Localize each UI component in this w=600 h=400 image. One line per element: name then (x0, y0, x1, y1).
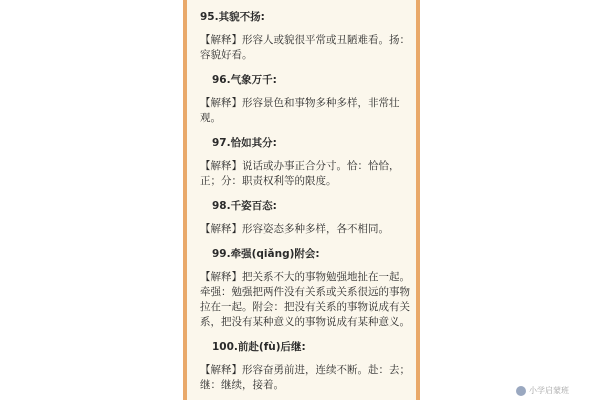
idiom-heading: 99.牵强(qiǎng)附会: (212, 248, 320, 260)
explain-text: 形容人或貌很平常或丑陋难看。扬：容貌好看。 (200, 34, 410, 61)
idiom-explanation (200, 363, 410, 393)
idiom-list (200, 10, 410, 400)
idiom-entry-99 (200, 247, 410, 330)
explain-tag: 【解释】 (200, 364, 242, 376)
left-border (183, 0, 187, 400)
idiom-heading: 100.前赴(fù)后继: (212, 341, 306, 353)
explain-text: 把关系不大的事物勉强地扯在一起。牵强：勉强把两件没有关系或关系很远的事物拉在一起。附会：把没有关系的事物说成有关系，把没有某种意义的事物说成有某种意义。 (200, 271, 410, 328)
idiom-heading: 98.千姿百态: (212, 200, 277, 212)
explain-text: 形容景色和事物多种多样，非常壮观。 (200, 97, 400, 124)
idiom-entry-100 (200, 340, 410, 393)
idiom-heading: 95.其貌不扬: (200, 11, 265, 23)
idiom-entry-96 (200, 73, 410, 126)
idiom-entry-95 (200, 10, 410, 63)
explain-tag: 【解释】 (200, 97, 242, 109)
idiom-heading: 96.气象万千: (212, 74, 277, 86)
explain-tag: 【解释】 (200, 271, 242, 283)
account-icon (516, 386, 526, 396)
idiom-explanation (200, 270, 410, 330)
watermark-text: 小学启蒙班 (529, 386, 569, 395)
idiom-explanation (200, 96, 410, 126)
idiom-entry-98 (200, 199, 410, 237)
explain-text: 形容姿态多种多样，各不相同。 (242, 223, 389, 235)
idiom-heading: 97.恰如其分: (212, 137, 277, 149)
explain-tag: 【解释】 (200, 223, 242, 235)
right-border (416, 0, 420, 400)
idiom-explanation (200, 159, 410, 189)
watermark (516, 385, 569, 396)
explain-tag: 【解释】 (200, 34, 242, 46)
idiom-explanation (200, 33, 410, 63)
explain-text: 说话或办事正合分寸。恰：恰恰，正；分：职责权利等的限度。 (200, 160, 400, 187)
explain-text: 形容奋勇前进，连续不断。赴：去；继：继续，接着。 (200, 364, 410, 391)
idiom-explanation (200, 222, 410, 237)
idiom-entry-97 (200, 136, 410, 189)
explain-tag: 【解释】 (200, 160, 242, 172)
